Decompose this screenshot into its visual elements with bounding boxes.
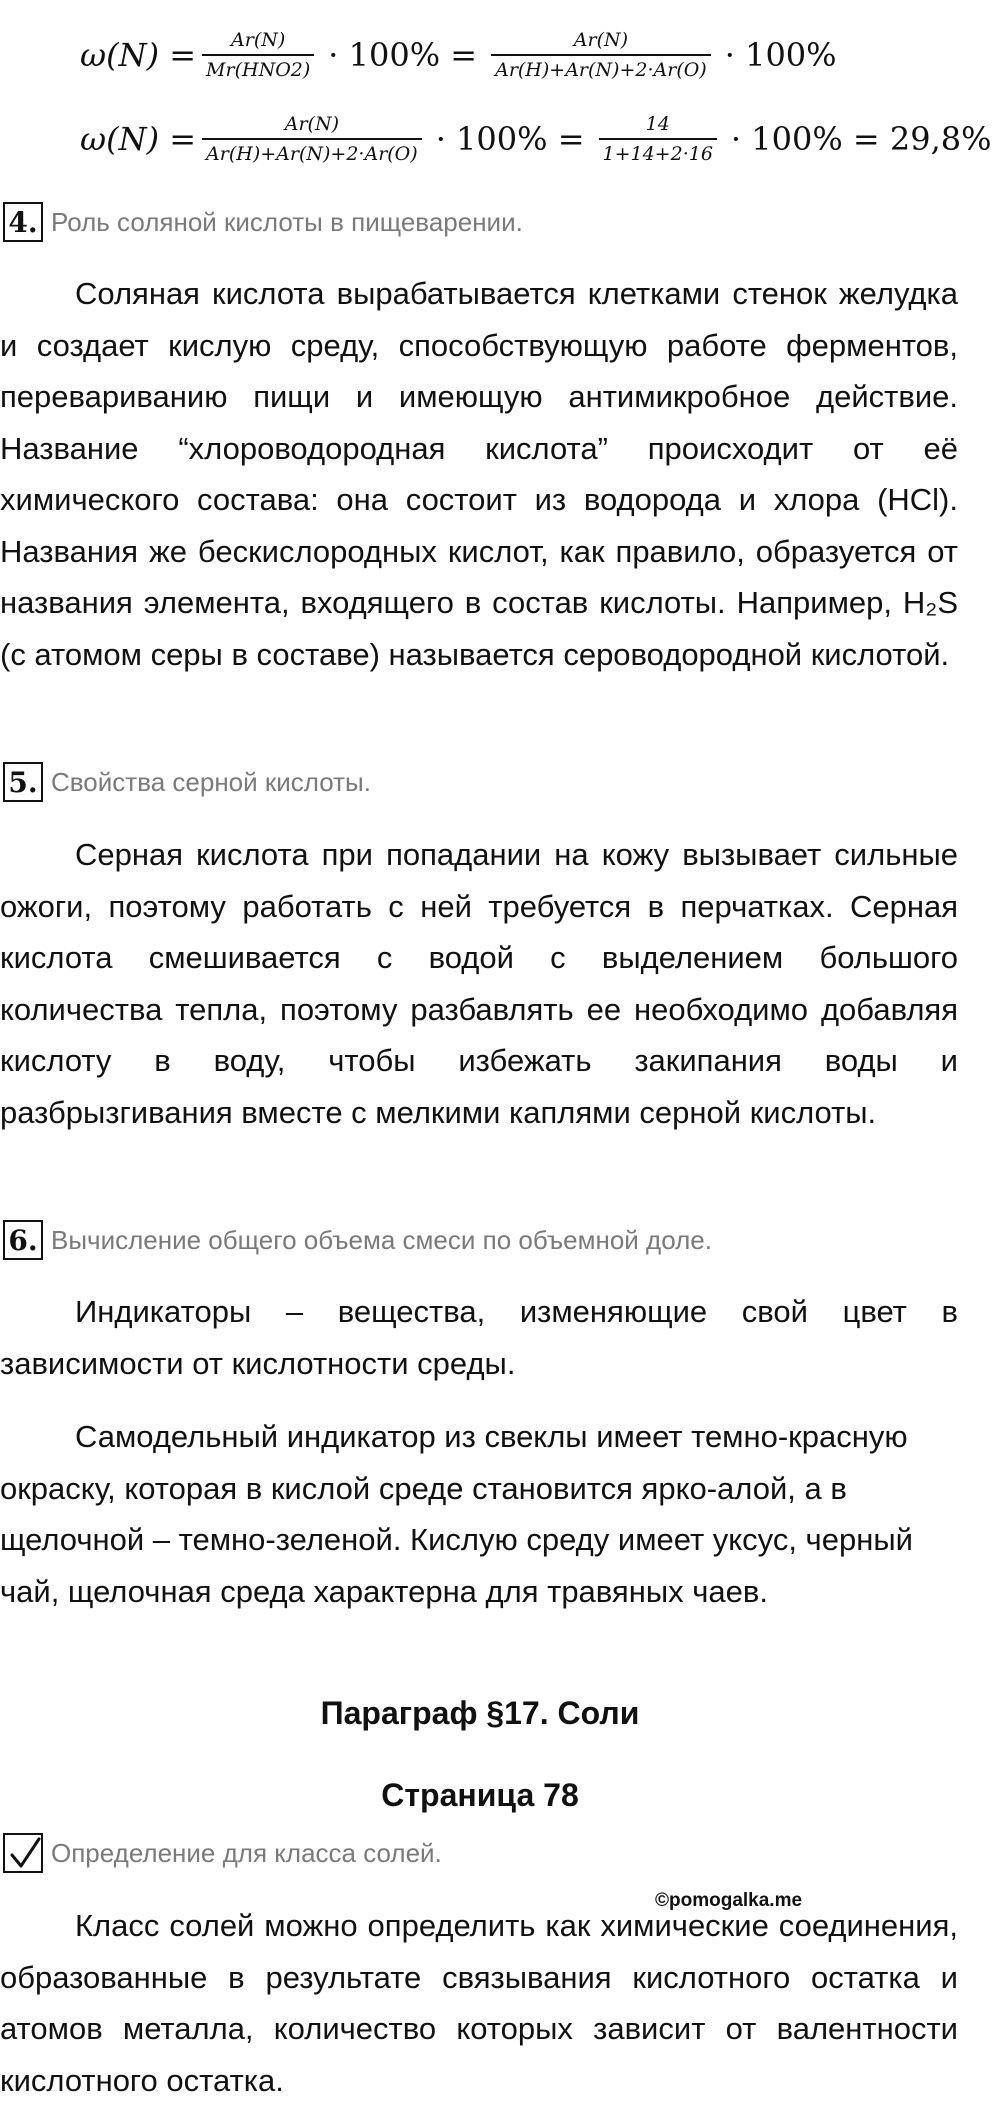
watermark: ©pomogalka.me xyxy=(655,1890,803,1911)
fraction-numerator: Ar(N) xyxy=(231,29,286,51)
fraction-denominator: Mr(HNO2) xyxy=(206,59,311,81)
formula-1-mid: · 100% = xyxy=(328,36,478,74)
formula-1-fraction-2 xyxy=(491,28,711,82)
fraction-denominator: 1+14+2·16 xyxy=(602,143,713,165)
formula-2-mid: · 100% = xyxy=(435,120,585,158)
task-6-header xyxy=(3,1220,712,1260)
page-heading: Страница 78 xyxy=(381,1777,579,1813)
task-title: Определение для класса солей. xyxy=(51,1837,442,1868)
formula-2 xyxy=(80,112,1000,166)
fraction-bar xyxy=(491,54,711,56)
formula-2-fraction-1 xyxy=(202,112,422,166)
task-4-paragraph: Соляная кислота вырабатывается клетками стенок желудка и создает кислую среду, способствующую работе ферментов, перевариванию пищи и имеющую антимикробное действие. Название “хлороводородная кислота” происходит от её химического состава: она состоит из водорода и хлора (HCl). Названия же бескислородных кислот, как правило, образуется от названия элемента, входящего в состав кислоты. Например, H₂S (с атомом серы в составе) называется сероводородной кислотой. xyxy=(0,276,958,672)
fraction-bar xyxy=(202,54,314,56)
task-5-paragraph: Серная кислота при попадании на кожу вызывает сильные ожоги, поэтому работать с ней требуется в перчатках. Серная кислота смешивается с водой с выделением большого количества тепла, поэтому разбавлять ее необходимо добавляя кислоту в воду, чтобы избежать закипания воды и разбрызгивания вместе с мелкими каплями серной кислоты. xyxy=(0,837,958,1130)
section-heading: Параграф §17. Соли xyxy=(320,1695,640,1731)
fraction-denominator: Ar(H)+Ar(N)+2·Ar(O) xyxy=(495,59,707,81)
formula-2-fraction-2 xyxy=(599,112,717,166)
task-5-header xyxy=(3,762,371,802)
fraction-numerator: Ar(N) xyxy=(284,113,339,135)
fraction-numerator: 14 xyxy=(645,113,670,135)
task-number-box: 4. xyxy=(3,202,43,242)
task-6-paragraph-1: Индикаторы – вещества, изменяющие свой цвет в зависимости от кислотности среды. xyxy=(0,1294,958,1381)
formula-2-rhs: · 100% = 29,8% xyxy=(730,120,992,158)
task-title: Роль соляной кислоты в пищеварении. xyxy=(51,206,523,237)
check-task-paragraph: Класс солей можно определить как химические соединения, образованные в результате связывания кислотного остатка и атомов металла, количество которых зависит от валентности кислотного остатка. xyxy=(0,1908,958,2098)
check-task-header xyxy=(3,1833,442,1873)
task-title: Вычисление общего объема смеси по объемной доле. xyxy=(51,1224,712,1255)
task-title: Свойства серной кислоты. xyxy=(51,766,371,797)
task-4-header xyxy=(3,202,523,242)
fraction-denominator: Ar(H)+Ar(N)+2·Ar(O) xyxy=(206,143,418,165)
formula-1-lhs: ω(N) = xyxy=(80,36,197,74)
formula-2-lhs: ω(N) = xyxy=(80,120,197,158)
fraction-bar xyxy=(599,138,717,140)
fraction-bar xyxy=(202,138,422,140)
formula-1-fraction-1 xyxy=(202,28,314,82)
formula-1 xyxy=(80,28,845,82)
fraction-numerator: Ar(N) xyxy=(573,29,629,51)
task-6-paragraph-2: Самодельный индикатор из свеклы имеет темно-красную окраску, которая в кислой среде становится ярко-алой, а в щелочной – темно-зеленой. Кислую среду имеет уксус, черный чай, щелочная среда характерна для травяных чаев. xyxy=(0,1419,913,1609)
task-number-box: 6. xyxy=(3,1220,43,1260)
checkmark-icon xyxy=(3,1833,43,1873)
task-number-box: 5. xyxy=(3,762,43,802)
formula-1-rhs: · 100% xyxy=(724,36,837,74)
